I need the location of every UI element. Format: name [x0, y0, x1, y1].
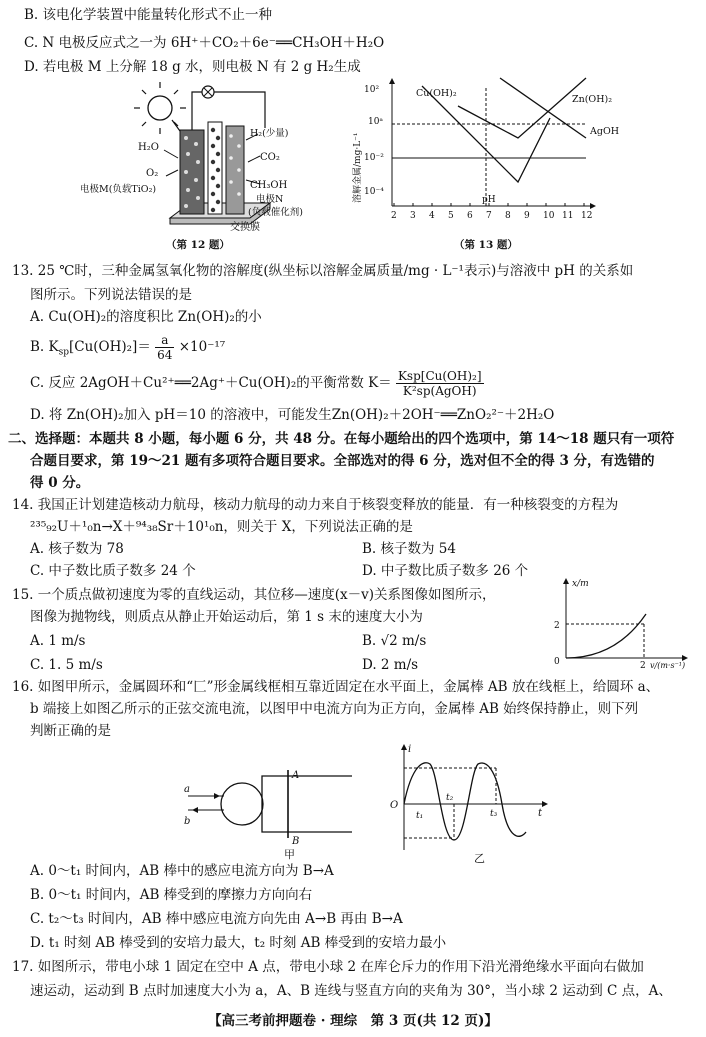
q16-label-b-lower: b	[184, 816, 191, 827]
q13-stem-line1: 13. 25 ℃时，三种金属氢氧化物的溶解度(纵坐标以溶解金属质量/mg · L⁻¹表示)与溶液中 pH 的关系如	[12, 263, 634, 279]
q15-xv-graph	[546, 576, 696, 670]
q13-option-b: B. $K_{sp}[Cu(OH)_2]=$ $\frac{a}{64}$ ×10⁻¹⁷	[30, 333, 226, 362]
q15-stem-line1: 15. 一个质点做初速度为零的直线运动，其位移—速度(x－v)关系图像如图所示，	[12, 587, 496, 603]
fig13-x-tick-label: 12	[581, 211, 593, 221]
q16-label-b-upper: B	[292, 836, 300, 847]
fig13-curve-znoh2	[458, 78, 586, 138]
q16-caption-jia: 甲	[284, 848, 295, 861]
fig12-electrode-m-label: 电极M(负载TiO₂)	[80, 184, 157, 195]
fig13-x-tick-label: 7	[486, 211, 492, 221]
fig13-x-tick-label: 11	[562, 211, 574, 221]
lamp-icon	[202, 86, 214, 98]
q16-graph-t3: t₃	[490, 809, 498, 819]
q13-option-a: A. Cu(OH)₂的溶度积比 Zn(OH)₂的小	[30, 309, 262, 325]
fig12-catalyst-label: (负载催化剂)	[248, 207, 303, 218]
q16-figure-jia	[176, 766, 366, 862]
q14-option-d: D. 中子数比质子数多 26 个	[362, 563, 529, 579]
q14-stem-line2: ²³⁵₉₂U＋¹₀n→X＋⁹⁴₃₈Sr＋10¹₀n，则关于 X，下列说法正确的是	[30, 519, 413, 535]
fig13-x-tick-label: 2	[391, 211, 397, 221]
q15-graph-y-tick: 2	[554, 621, 560, 631]
q16-label-a-lower: a	[184, 784, 190, 795]
fig12-ch3oh-label: CH₃OH	[250, 180, 288, 191]
fig13-y-tick-1: 10²	[364, 85, 380, 95]
fig13-x-axis-label: pH	[482, 195, 496, 205]
q15-graph-y-label: x/m	[572, 579, 589, 589]
q16-caption-yi: 乙	[474, 852, 485, 865]
q16-option-a: A. 0～t₁ 时间内，AB 棒中的感应电流方向为 B→A	[30, 863, 334, 879]
q17-stem-line1: 17. 如图所示，带电小球 1 固定在空中 A 点，带电小球 2 在库仑斥力的作用下沿光滑绝缘水平面向右做加	[12, 959, 644, 975]
fig13-label-zn: Zn(OH)₂	[572, 94, 613, 105]
fig12-o2-label: O₂	[146, 168, 159, 179]
q15-option-d: D. 2 m/s	[362, 657, 419, 673]
section2-line3: 得 0 分。	[30, 475, 90, 491]
fig13-x-tick-label: 4	[429, 211, 435, 221]
q14-stem-line1: 14. 我国正计划建造核动力航母，核动力航母的动力来自于核裂变释放的能量．有一种核裂变的方程为	[12, 497, 619, 513]
q12-option-b: B. 该电化学装置中能量转化形式不止一种	[24, 7, 273, 23]
figure-12-electrolysis-device	[80, 78, 340, 253]
q16-stem-line2: b 端接上如图乙所示的正弦交流电流，以图甲中电流方向为正方向，金属棒 AB 始终保持静止，则下列	[30, 701, 639, 717]
q13-option-d: D. 将 Zn(OH)₂加入 pH＝10 的溶液中，可能发生Zn(OH)₂＋2OH⁻══ZnO₂²⁻＋2H₂O	[30, 407, 555, 423]
fig13-caption: （第 13 题）	[454, 239, 518, 251]
sun-icon	[134, 82, 186, 138]
q16-graph-i: i	[408, 744, 412, 755]
fig13-curve-agoh	[500, 78, 586, 138]
q16-sine-curve	[404, 763, 526, 840]
fig13-y-tick-3: 10⁻²	[364, 153, 384, 163]
section2-line2: 合题目要求，第 19～21 题有多项符合题目要求。全部选对的得 6 分，选对但不全的得 3 分，有选错的	[30, 453, 655, 469]
q16-figure-yi	[386, 742, 556, 866]
fig12-co2-label: CO₂	[260, 152, 280, 163]
fig13-x-tick-label: 8	[505, 211, 511, 221]
figure-13-solubility-chart	[350, 78, 620, 253]
fig13-x-tick-label: 6	[467, 211, 473, 221]
fig12-electrode-n-label: 电极N	[256, 194, 284, 205]
q15-parabola	[566, 614, 646, 658]
q16-graph-t: t	[538, 808, 543, 819]
q15-graph-origin: 0	[554, 657, 560, 667]
q15-stem-line2: 图像为抛物线，则质点从静止开始运动后，第 1 s 末的速度大小为	[30, 609, 423, 625]
q15-option-b: B. √2 m/s	[362, 633, 427, 649]
page-footer: 【高三考前押题卷 · 理综 第 3 页(共 12 页)】	[208, 1013, 498, 1029]
q16-graph-t1: t₁	[416, 811, 424, 821]
fig13-y-tick-4: 10⁻⁴	[364, 187, 384, 197]
fig12-membrane-label: 交换膜	[230, 222, 260, 233]
section2-line1: 二、选择题：本题共 8 小题，每小题 6 分，共 48 分。在每小题给出的四个选项中，第 14～18 题只有一项符	[8, 431, 675, 447]
q17-stem-line2: 速运动，运动到 B 点时加速度大小为 a，A、B 连线与竖直方向的夹角为 30°，当小球 2 运动到 C 点，A、	[30, 983, 672, 999]
q13-stem-line2: 图所示。下列说法错误的是	[30, 287, 192, 303]
q16-option-b: B. 0～t₁ 时间内，AB 棒受到的摩擦力方向向右	[30, 887, 313, 903]
fig13-y-axis-label: 溶解金属/mg·L⁻¹	[353, 132, 363, 203]
q16-option-d: D. t₁ 时刻 AB 棒受到的安培力最大，t₂ 时刻 AB 棒受到的安培力最小	[30, 935, 447, 951]
q16-option-c: C. t₂～t₃ 时间内，AB 棒中感应电流方向先由 A→B 再由 B→A	[30, 911, 403, 927]
fig13-label-ag: AgOH	[590, 126, 620, 137]
q15-graph-x-tick: 2	[640, 661, 646, 671]
q12-option-c: C. N 电极反应式之一为 6H⁺＋CO₂＋6e⁻══CH₃OH＋H₂O	[24, 35, 385, 51]
q14-option-b: B. 核子数为 54	[362, 541, 456, 557]
fig13-x-tick-label: 3	[410, 211, 416, 221]
fig13-x-tick-label: 5	[448, 211, 454, 221]
q12-option-d: D. 若电极 M 上分解 18 g 水，则电极 N 有 2 g H₂生成	[24, 59, 361, 75]
q14-option-c: C. 中子数比质子数多 24 个	[30, 563, 196, 579]
q16-stem-line1: 16. 如图甲所示，金属圆环和“匚”形金属线框相互靠近固定在水平面上，金属棒 AB 放在线框上，给圆环 a、	[12, 679, 660, 695]
q16-graph-t2: t₂	[446, 793, 454, 803]
q15-graph-x-label: v/(m·s⁻¹)	[650, 661, 686, 670]
fig12-h2-label: H₂(少量)	[250, 128, 289, 139]
q16-stem-line3: 判断正确的是	[30, 723, 111, 739]
fig13-x-tick-label: 9	[524, 211, 530, 221]
q15-option-c: C. 1. 5 m/s	[30, 657, 103, 673]
q16-graph-origin: O	[390, 800, 399, 811]
fig13-label-cu: Cu(OH)₂	[416, 88, 457, 99]
q14-option-a: A. 核子数为 78	[30, 541, 124, 557]
q15-option-a: A. 1 m/s	[30, 633, 86, 649]
q16-label-a-upper: A	[292, 770, 300, 781]
fig13-y-tick-2: 10ᵃ	[368, 117, 383, 127]
fig12-caption: （第 12 题）	[166, 239, 230, 251]
q13-option-c: C. 反应 2AgOH＋Cu²⁺══2Ag⁺＋Cu(OH)₂的平衡常数 K＝ $\frac{\text{Ksp[Cu(OH)₂]}}{\text{K²sp(AgOH)}}$	[30, 369, 482, 398]
fig12-h2o-label: H₂O	[138, 142, 159, 153]
fig13-x-tick-label: 10	[543, 211, 555, 221]
